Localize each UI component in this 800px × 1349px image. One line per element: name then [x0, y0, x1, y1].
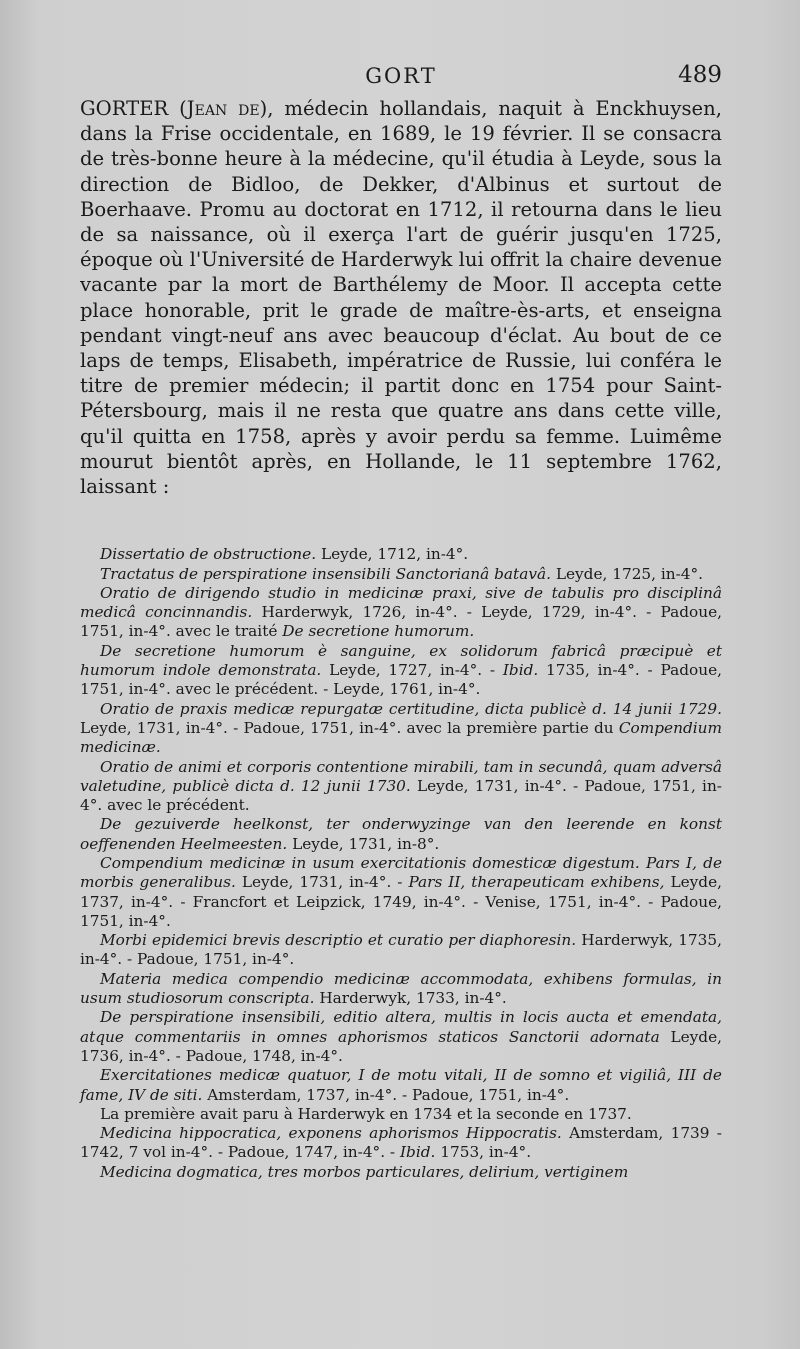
subject-name: GORTER — [80, 97, 169, 120]
work-title: Morbi epidemici brevis descriptio et curatio per diaphoresin. — [100, 931, 577, 950]
page-number: 489 — [678, 62, 722, 88]
work-entry — [80, 565, 722, 584]
work-details-continued: 1753, in-4°. — [440, 1143, 532, 1162]
work-title: Exercitationes medicæ quatuor, I de motu vitali, II de somno et vigiliâ, III de fame, IV de siti. — [80, 1066, 722, 1104]
work-details: La première avait paru à Harderwyk en 1734 et la seconde en 1737. — [100, 1104, 632, 1123]
work-companion-title: De secretione humorum. — [282, 622, 475, 641]
work-entry — [80, 854, 722, 931]
work-title: Medicina dogmatica, tres morbos particulares, delirium, vertiginem — [100, 1162, 629, 1181]
work-entry — [80, 931, 722, 970]
work-entry — [80, 758, 722, 816]
work-title: Oratio de dirigendo studio in medicinæ praxi, sive de tabulis pro disciplinâ medicâ concinnandis. — [80, 583, 722, 622]
work-details: Harderwyk, 1726, in-4°. - Leyde, 1729, in-4°. - Padoue, 1751, in-4°. avec le traité — [80, 603, 723, 641]
work-details: Leyde, 1725, in-4°. — [555, 564, 704, 583]
work-details: Harderwyk, 1735, in-4°. - Padoue, 1751, in-4°. — [80, 931, 722, 969]
work-entry — [80, 642, 722, 700]
work-title: Medicina hippocratica, exponens aphorismos Hippocratis. — [100, 1124, 562, 1143]
works-list — [80, 545, 722, 1182]
work-title: Oratio de animi et corporis contentione mirabili, tam in secundâ, quam adversâ valetudine, publicè dicta d. 12 junii 1730. — [80, 757, 722, 795]
work-details-continued: Leyde, 1737, in-4°. - Francfort et Leipzick, 1749, in-4°. - Venise, 1751, in-4°. - Padoue, 1751, in-4°. — [80, 873, 722, 930]
work-title: De perspiratione insensibili, editio altera, multis in locis aucta et emendata, atque commentariis in omnes aphorismos staticos Sanctorii adornata — [80, 1008, 722, 1046]
work-title: De secretione humorum è sanguine, ex solidorum fabricâ præcipuè et humorum indole demonstrata. — [80, 641, 722, 680]
section-separator — [80, 499, 722, 545]
work-details: Leyde, 1727, in-4°. - — [329, 661, 496, 680]
work-entry — [80, 700, 722, 758]
work-inline-title: Pars II, therapeuticam exhibens, — [408, 873, 665, 892]
work-details: Amsterdam, 1739 - 1742, 7 vol in-4°. - Padoue, 1747, in-4°. - — [80, 1124, 722, 1162]
work-title: De gezuiverde heelkonst, ter onderwyzinge van den leerende en konst oeffenenden Heelmeesten. — [80, 815, 722, 853]
work-details: Leyde, 1731, in-8°. — [292, 834, 440, 853]
biography-text: , médecin hollandais, naquit à Enckhuysen, dans la Frise occidentale, en 1689, le 19 février. Il se consacra de très-bonne heure à la médecine, qu'il étudia à Leyde, sous la direction de Bidloo, de Dekker, d'Albinus et surtout de Boerhaave. Promu au doctorat en 1712, il retourna dans le lieu de sa naissance, où il exerça l'art de guérir jusqu'en 1725, époque où l'Université de Harderwyk lui offrit la chaire devenue vacante par la mort de Barthélemy de Moor. Il accepta cette place honorable, prit le grade de maître-ès-arts, et enseigna pendant vingt-neuf ans avec beaucoup d'éclat. Au bout de ce laps de temps, Elisabeth, impératrice de Russie, lui conféra le titre de premier médecin; il partit donc en 1754 pour Saint-Pétersbourg, mais il ne resta que quatre ans dans cette ville, qu'il quitta en 1758, après y avoir perdu sa femme. Luimême mourut bientôt après, en Hollande, le 11 septembre 1762, laissant : — [80, 97, 722, 499]
work-title: Tractatus de perspiratione insensibili Sanctorianâ batavâ. — [100, 564, 551, 583]
work-entry — [80, 970, 722, 1009]
work-entry — [80, 1124, 722, 1163]
work-inline-title: Ibid. — [399, 1143, 436, 1162]
work-details: Leyde, 1731, in-4°. - Padoue, 1751, in-4°. avec le précédent. — [80, 776, 722, 815]
work-entry — [80, 1008, 722, 1066]
work-entry — [80, 584, 722, 642]
work-details: Harderwyk, 1733, in-4°. — [319, 989, 507, 1008]
work-details: Amsterdam, 1737, in-4°. - Padoue, 1751, in-4°. — [207, 1085, 570, 1104]
biography-paragraph — [80, 96, 722, 499]
subject-name-detail: (Jean de) — [179, 97, 268, 120]
work-details: Leyde, 1736, in-4°. - Padoue, 1748, in-4°. — [80, 1027, 722, 1065]
work-details-continued: 1735, in-4°. - Padoue, 1751, in-4°. avec le précédent. - Leyde, 1761, in-4°. — [80, 661, 722, 699]
page-header — [80, 60, 722, 96]
work-title: Materia medica compendio medicinæ accommodata, exhibens formulas, in usum studiosorum conscripta. — [80, 969, 722, 1008]
work-entry — [80, 1163, 722, 1182]
work-entry — [80, 1066, 722, 1105]
work-companion-title: Compendium medicinæ. — [80, 718, 722, 757]
work-details: Leyde, 1731, in-4°. - — [241, 873, 403, 892]
work-inline-title: Ibid. — [502, 661, 539, 680]
work-details: Leyde, 1712, in-4°. — [320, 545, 469, 564]
work-entry — [80, 545, 722, 564]
work-entry — [80, 1105, 722, 1124]
work-title: Oratio de praxis medicæ repurgatæ certitudine, dicta publicè d. 14 junii 1729. — [100, 699, 722, 718]
work-title: Dissertatio de obstructione. — [100, 545, 317, 564]
work-title: Compendium medicinæ in usum exercitationis domesticæ digestum. Pars I, de morbis generalibus. — [80, 854, 722, 892]
work-entry — [80, 815, 722, 854]
running-head: GORT — [365, 64, 437, 88]
work-details: Leyde, 1731, in-4°. - Padoue, 1751, in-4°. avec la première partie du — [80, 718, 614, 737]
